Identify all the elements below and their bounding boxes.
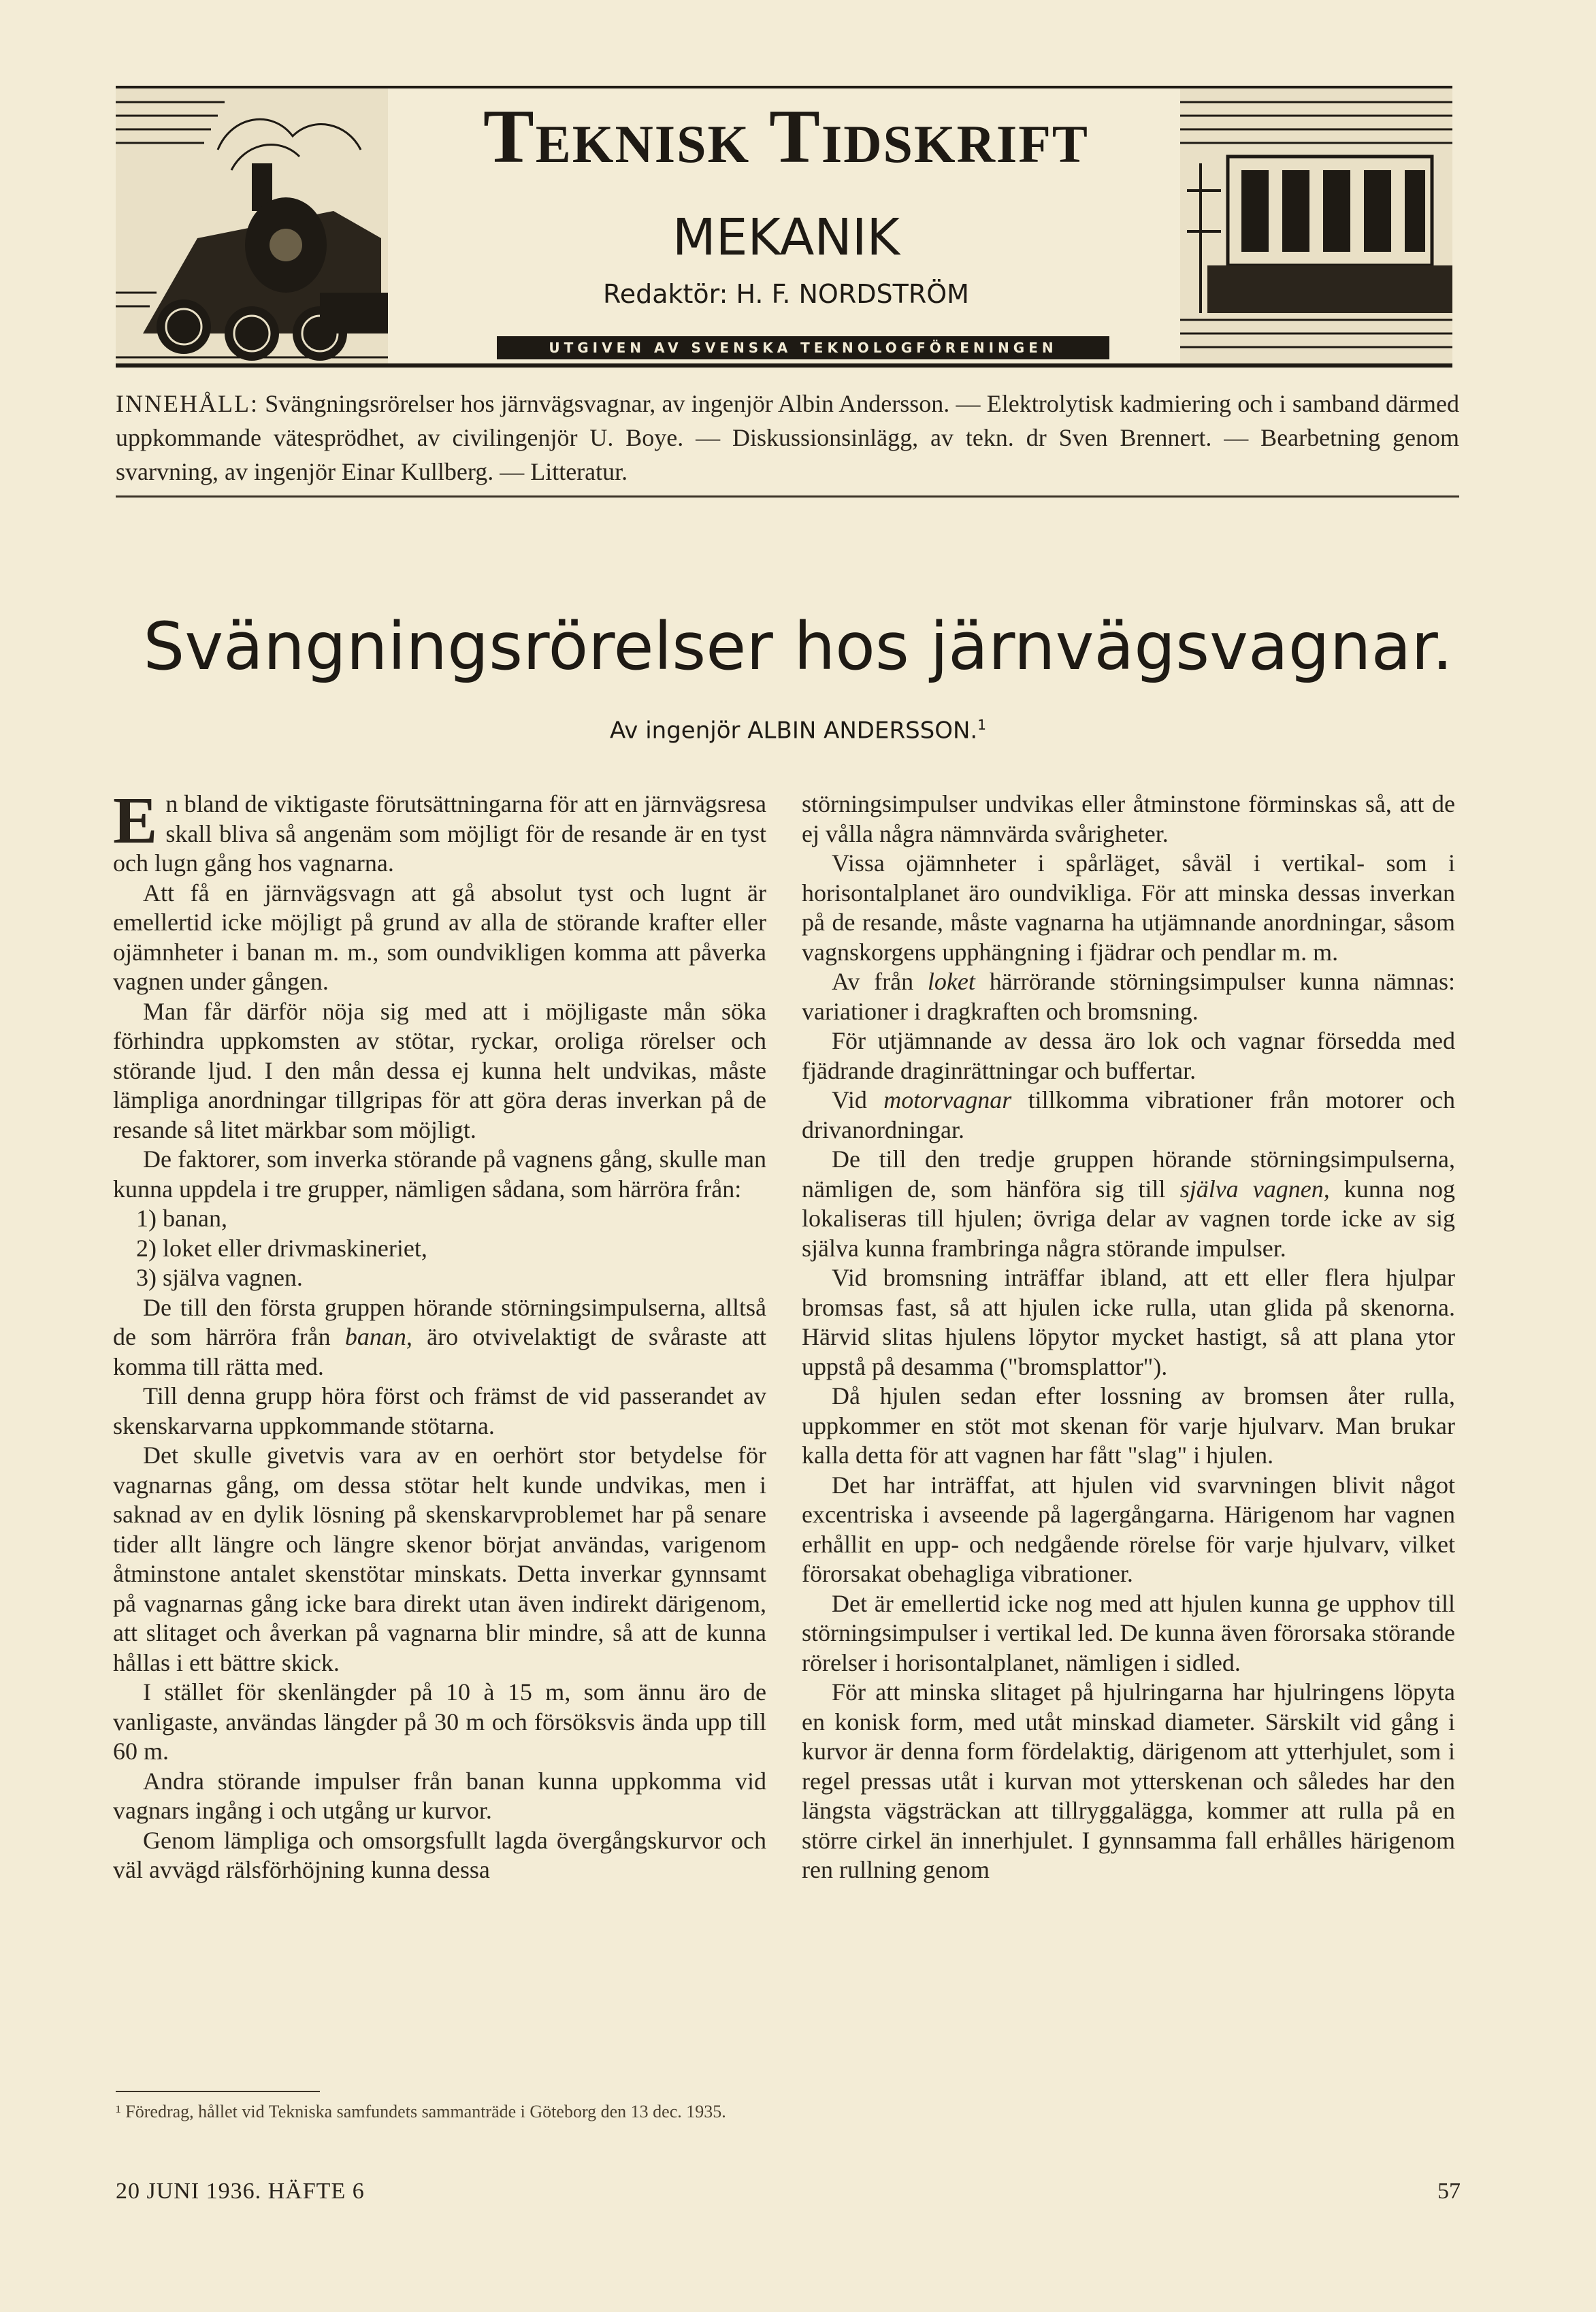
contents-label: INNEHÅLL: <box>116 390 259 417</box>
paragraph: Andra störande impulser från banan kunna uppkomma vid vagnars ingång i och utgång ur kurvor. <box>113 1767 766 1824</box>
paragraph: Genom lämpliga och omsorgsfullt lagda övergångskurvor och väl avvägd rälsförhöjning kunna dessa <box>113 1826 766 1883</box>
article-title: Svängningsrörelser hos järnvägsvagnar. <box>143 608 1453 685</box>
masthead-bottom-rule <box>116 363 1452 368</box>
paragraph-text: n bland de viktigaste förutsättningarna för att en järnvägsresa skall bliva så angenäm som möjligt för de resande är en tyst och lugn gång hos vagnarna. <box>113 790 766 877</box>
paragraph: Då hjulen sedan efter lossning av bromsen åter rulla, uppkommer en stöt mot skenan för varje hjulvarv. Man brukar kalla detta för att vagnen har fått "slag" i hjulen. <box>802 1382 1455 1469</box>
paragraph-text: härrörande störningsimpulser kunna nämnas: variationer i dragkraften och bromsning. <box>802 968 1456 1025</box>
list-item: 1) banan, <box>136 1205 227 1232</box>
editor-line: Redaktör: H. F. NORDSTRÖM <box>603 279 969 309</box>
paragraph-text: äro otvivelaktigt de svåraste att komma till rätta med. <box>113 1323 766 1380</box>
paragraph: Vid bromsning inträffar ibland, att ett eller flera hjulpar bromsas fast, så att hjulen icke rulla, utan glida på skenorna. Härvid slitas hjulens löpytor mycket hastigt, så att plana ytor uppstå på desamma ("bromsplattor"). <box>802 1264 1455 1380</box>
footnote: ¹ Föredrag, hållet vid Tekniska samfundets sammanträde i Göteborg den 13 dec. 1935. <box>116 2102 726 2121</box>
paragraph <box>802 967 1455 1026</box>
paragraph <box>113 1293 766 1382</box>
paragraph: Till denna grupp höra först och främst de vid passerandet av skenskarvarna uppkommande stötarna. <box>113 1382 766 1439</box>
byline-text: Av ingenjör ALBIN ANDERSSON. <box>610 717 978 745</box>
contents-text: Svängningsrörelser hos järnvägsvagnar, av ingenjör Albin Andersson. — Elektrolytisk kadmiering och i samband därmed uppkommande vätesprödhet, av civilingenjör U. Boye. — Diskussionsinlägg, av tekn. dr Sven Brennert. — Bearbetning genom svarvning, av ingenjör Einar Kullberg. — Litteratur. <box>116 390 1460 485</box>
paragraph: Det har inträffat, att hjulen vid svarvningen blivit något excentriska i avseende på lagergångarna. Härigenom har vagnen erhållit en upp- och nedgående rörelse för varje hjulvarv, vilket förorsakat obehagliga vibrationer. <box>802 1471 1455 1587</box>
paragraph: De faktorer, som inverka störande på vagnens gång, skulle man kunna uppdela i tre grupper, nämligen sådana, som härröra från: <box>113 1145 766 1203</box>
emphasis: banan, <box>344 1323 412 1350</box>
paragraph: I stället för skenlängder på 10 à 15 m, som ännu äro de vanligaste, användas längder på 30 m och försöksvis ända upp till 60 m. <box>113 1678 766 1765</box>
paragraph <box>113 784 766 879</box>
paragraph-text: De till den tredje gruppen hörande störningsimpulserna, nämligen de, som hänföra sig till <box>802 1145 1455 1203</box>
paragraph-text: Vid <box>832 1086 884 1113</box>
paragraph: störningsimpulser undvikas eller åtminstone förminskas så, att de ej vålla några nämnvärda svårigheter. <box>802 790 1455 847</box>
footnote-marker: 1 <box>977 717 986 733</box>
footnote-rule <box>116 2091 320 2092</box>
locomotive-illustration-icon <box>116 88 388 363</box>
paragraph <box>802 1145 1455 1263</box>
masthead <box>116 86 1452 372</box>
paragraph: Man får därför nöja sig med att i möjligaste mån söka förhindra uppkomsten av stötar, ryckar, oroliga rörelser och störande ljud. I den mån dessa ej kunna helt undvikas, måste lämpliga anordningar tillgripas för att göra deras inverkan på de resande så litet märkbar som möjligt. <box>113 997 766 1143</box>
table-of-contents <box>116 387 1459 489</box>
drop-cap: E <box>113 784 158 858</box>
contents-divider <box>116 495 1459 498</box>
paragraph: Det är emellertid icke nog med att hjulen kunna ge upphov till störningsimpulser i vertikal led. De kunna även förorsaka störande rörelser i horisontalplanet, nämligen i sidled. <box>802 1589 1455 1676</box>
article-column-right <box>802 789 1455 1885</box>
paragraph: Det skulle givetvis vara av en oerhört stor betydelse för vagnarnas gång, om dessa stötar helt kunde undvikas, men i saknad av en dylik lösning på skenskarvproblemet har på senare tider allt längre och längre skenor börjat användas, varigenom åtminstone antalet skenstötar minskats. Detta inverkar gynnsamt på vagnarnas gång icke bara direkt utan även indirekt därigenom, att slitaget och åverkan på vagnarna blir mindre, så att de kunna hållas i ett bättre skick. <box>113 1442 766 1676</box>
emphasis: loket <box>927 968 975 995</box>
issue-date: 20 JUNI 1936. HÄFTE 6 <box>116 2179 365 2204</box>
list-item: 2) loket eller drivmaskineriet, <box>136 1234 427 1262</box>
list-item: 3) själva vagnen. <box>136 1264 303 1291</box>
paragraph <box>802 1086 1455 1145</box>
section-title: MEKANIK <box>672 208 900 267</box>
paragraph-text: kunna nog lokaliseras till hjulen; övriga delar av vagnen torde icke av sig själva kunna frambringa några störande impulser. <box>802 1175 1456 1262</box>
page-number: 57 <box>1437 2179 1461 2204</box>
paragraph: Vissa ojämnheter i spårläget, såväl i vertikal- som i horisontalplanet äro oundvikliga. För att minska dessas inverkan på de resande, måste vagnarna ha utjämnande anordningar, såsom vagnskorgens upphängning i fjädrar och pendlar m. m. <box>802 849 1455 966</box>
article-column-left <box>113 784 766 1885</box>
paragraph: För utjämnande av dessa äro lok och vagnar försedda med fjädrande draginrättningar och buffertar. <box>802 1027 1455 1084</box>
paragraph-text: De till den första gruppen hörande störningsimpulserna, alltså de som härröra från <box>113 1293 766 1350</box>
emphasis: motorvagnar <box>883 1086 1012 1113</box>
source-list <box>113 1204 766 1293</box>
paragraph-text: Av från <box>832 968 928 995</box>
emphasis: själva vagnen, <box>1179 1175 1330 1203</box>
paragraph: Att få en järnvägsvagn att gå absolut tyst och lugnt är emellertid icke möjligt på grund av alla de störande krafter eller ojämnheter i banan m. m., som oundvikligen komma att påverka vagnen under gången. <box>113 879 766 995</box>
paragraph-text: tillkomma vibrationer från motorer och drivanordningar. <box>802 1086 1455 1143</box>
engine-illustration-icon <box>1180 88 1452 363</box>
paragraph: För att minska slitaget på hjulringarna har hjulringens löpyta en konisk form, med utåt minskad diameter. Särskilt vid gång i kurvor är denna form fördelaktig, därigenom att ytterhjulet, som i regel pressas utåt i kurvan mot ytterskenan och således har den längsta vägsträckan att tillryggalägga, kommer att rulla på en större cirkel än innerhjulet. I gynnsamma fall erhålles härigenom ren rullning genom <box>802 1678 1455 1883</box>
magazine-title: Teknisk Tidskrift <box>483 95 1089 179</box>
publisher-ribbon: UTGIVEN AV SVENSKA TEKNOLOGFÖRENINGEN <box>497 336 1109 359</box>
article-byline <box>116 708 1480 747</box>
